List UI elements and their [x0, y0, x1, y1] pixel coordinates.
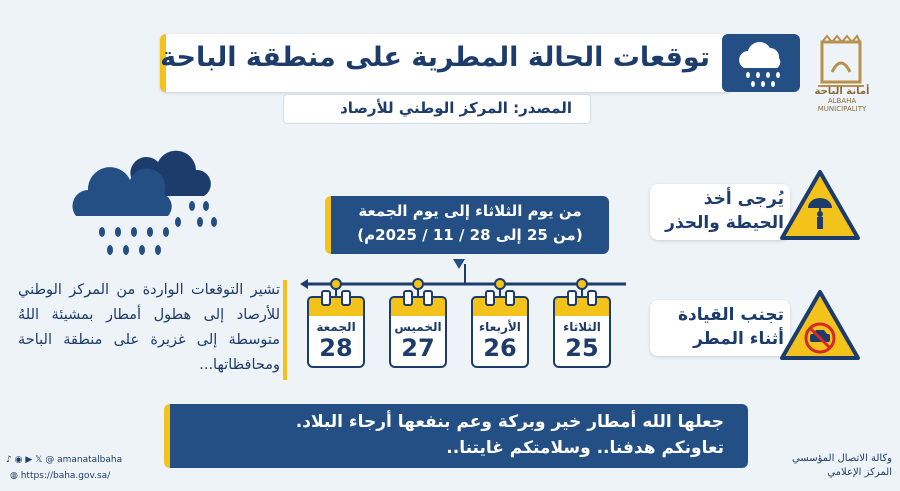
calendar-header — [307, 296, 365, 318]
heavy-rain-cloud-icon — [62, 140, 230, 270]
agency-line1: وكالة الاتصال المؤسسي — [791, 453, 892, 464]
title-box — [160, 34, 732, 92]
no-driving-warning-icon — [778, 288, 862, 362]
day-number: 26 — [483, 334, 517, 362]
social-handle-text: amanatalbaha — [57, 455, 123, 465]
website-link[interactable] — [10, 471, 110, 481]
globe-icon: ◍ — [10, 471, 21, 481]
calendar-ring — [341, 290, 351, 306]
rain-cloud-icon — [722, 34, 800, 92]
calendar-body — [307, 316, 365, 368]
logo-text: أمانة الباحة ALBAHA MUNICIPALITY — [814, 86, 870, 113]
calendar-header — [553, 296, 611, 318]
calendar-header — [471, 296, 529, 318]
day-number: 25 — [565, 334, 599, 362]
calendar-ring — [587, 290, 597, 306]
source-box — [283, 94, 591, 124]
tip-caution — [650, 184, 790, 240]
agency-credit — [782, 452, 892, 480]
calendar-header — [389, 296, 447, 318]
footer-message-line1: جعلها الله أمطار خير وبركة وعم بنفعها أرجاء البلاد. — [295, 412, 724, 432]
day-number: 28 — [319, 334, 353, 362]
calendar-day-thursday — [389, 296, 447, 376]
day-number: 27 — [401, 334, 435, 362]
day-name: الأربعاء — [479, 320, 521, 334]
forecast-description: تشير التوقعات الواردة من المركز الوطني للأرصاد إلى هطول أمطار بمشيئة اللهُ متوسطة إلى غزيرة على منطقة الباحة ومحافظاتها... — [18, 282, 280, 373]
calendar-body — [553, 316, 611, 368]
tip-driving-line2: أثناء المطر — [693, 329, 784, 349]
calendar-body — [471, 316, 529, 368]
umbrella-warning-icon — [778, 168, 862, 242]
tip-driving-line1: تجنب القيادة — [677, 305, 784, 325]
agency-line2: المركز الإعلامي — [827, 467, 892, 478]
calendar-ring — [403, 290, 413, 306]
date-range-dates: (من 25 إلى 28 / 11 / 2025م) — [357, 226, 583, 244]
calendar-ring — [321, 290, 331, 306]
day-name: الجمعة — [316, 320, 356, 334]
website-text: https://baha.gov.sa/ — [20, 471, 111, 481]
source-text: المصدر: المركز الوطني للأرصاد — [340, 99, 572, 117]
description-accent-bar — [283, 280, 287, 380]
footer-message-line2: تعاونكم هدفنا.. وسلامتكم غايتنا.. — [446, 438, 724, 458]
tip-driving — [650, 300, 790, 356]
page-title: توقعات الحالة المطرية على منطقة الباحة — [160, 42, 710, 73]
social-handle[interactable] — [6, 455, 122, 465]
calendar-day-friday — [307, 296, 365, 376]
calendar-day-tuesday — [553, 296, 611, 376]
footer-banner — [164, 404, 748, 468]
day-name: الخميس — [394, 320, 442, 334]
tip-caution-line2: الحيطة والحذر — [665, 213, 784, 233]
calendar-ring — [485, 290, 495, 306]
calendar-ring — [423, 290, 433, 306]
calendar-day-wednesday — [471, 296, 529, 376]
calendar-body — [389, 316, 447, 368]
date-banner — [325, 196, 609, 254]
day-name: الثلاثاء — [563, 320, 601, 334]
calendar-ring — [567, 290, 577, 306]
calendar-ring — [505, 290, 515, 306]
date-range-days: من يوم الثلاثاء إلى يوم الجمعة — [358, 202, 582, 220]
social-icons: ♪ ◉ ▶ 𝕏 @ — [6, 455, 58, 465]
tip-caution-line1: يُرجى أخذ — [703, 189, 784, 209]
